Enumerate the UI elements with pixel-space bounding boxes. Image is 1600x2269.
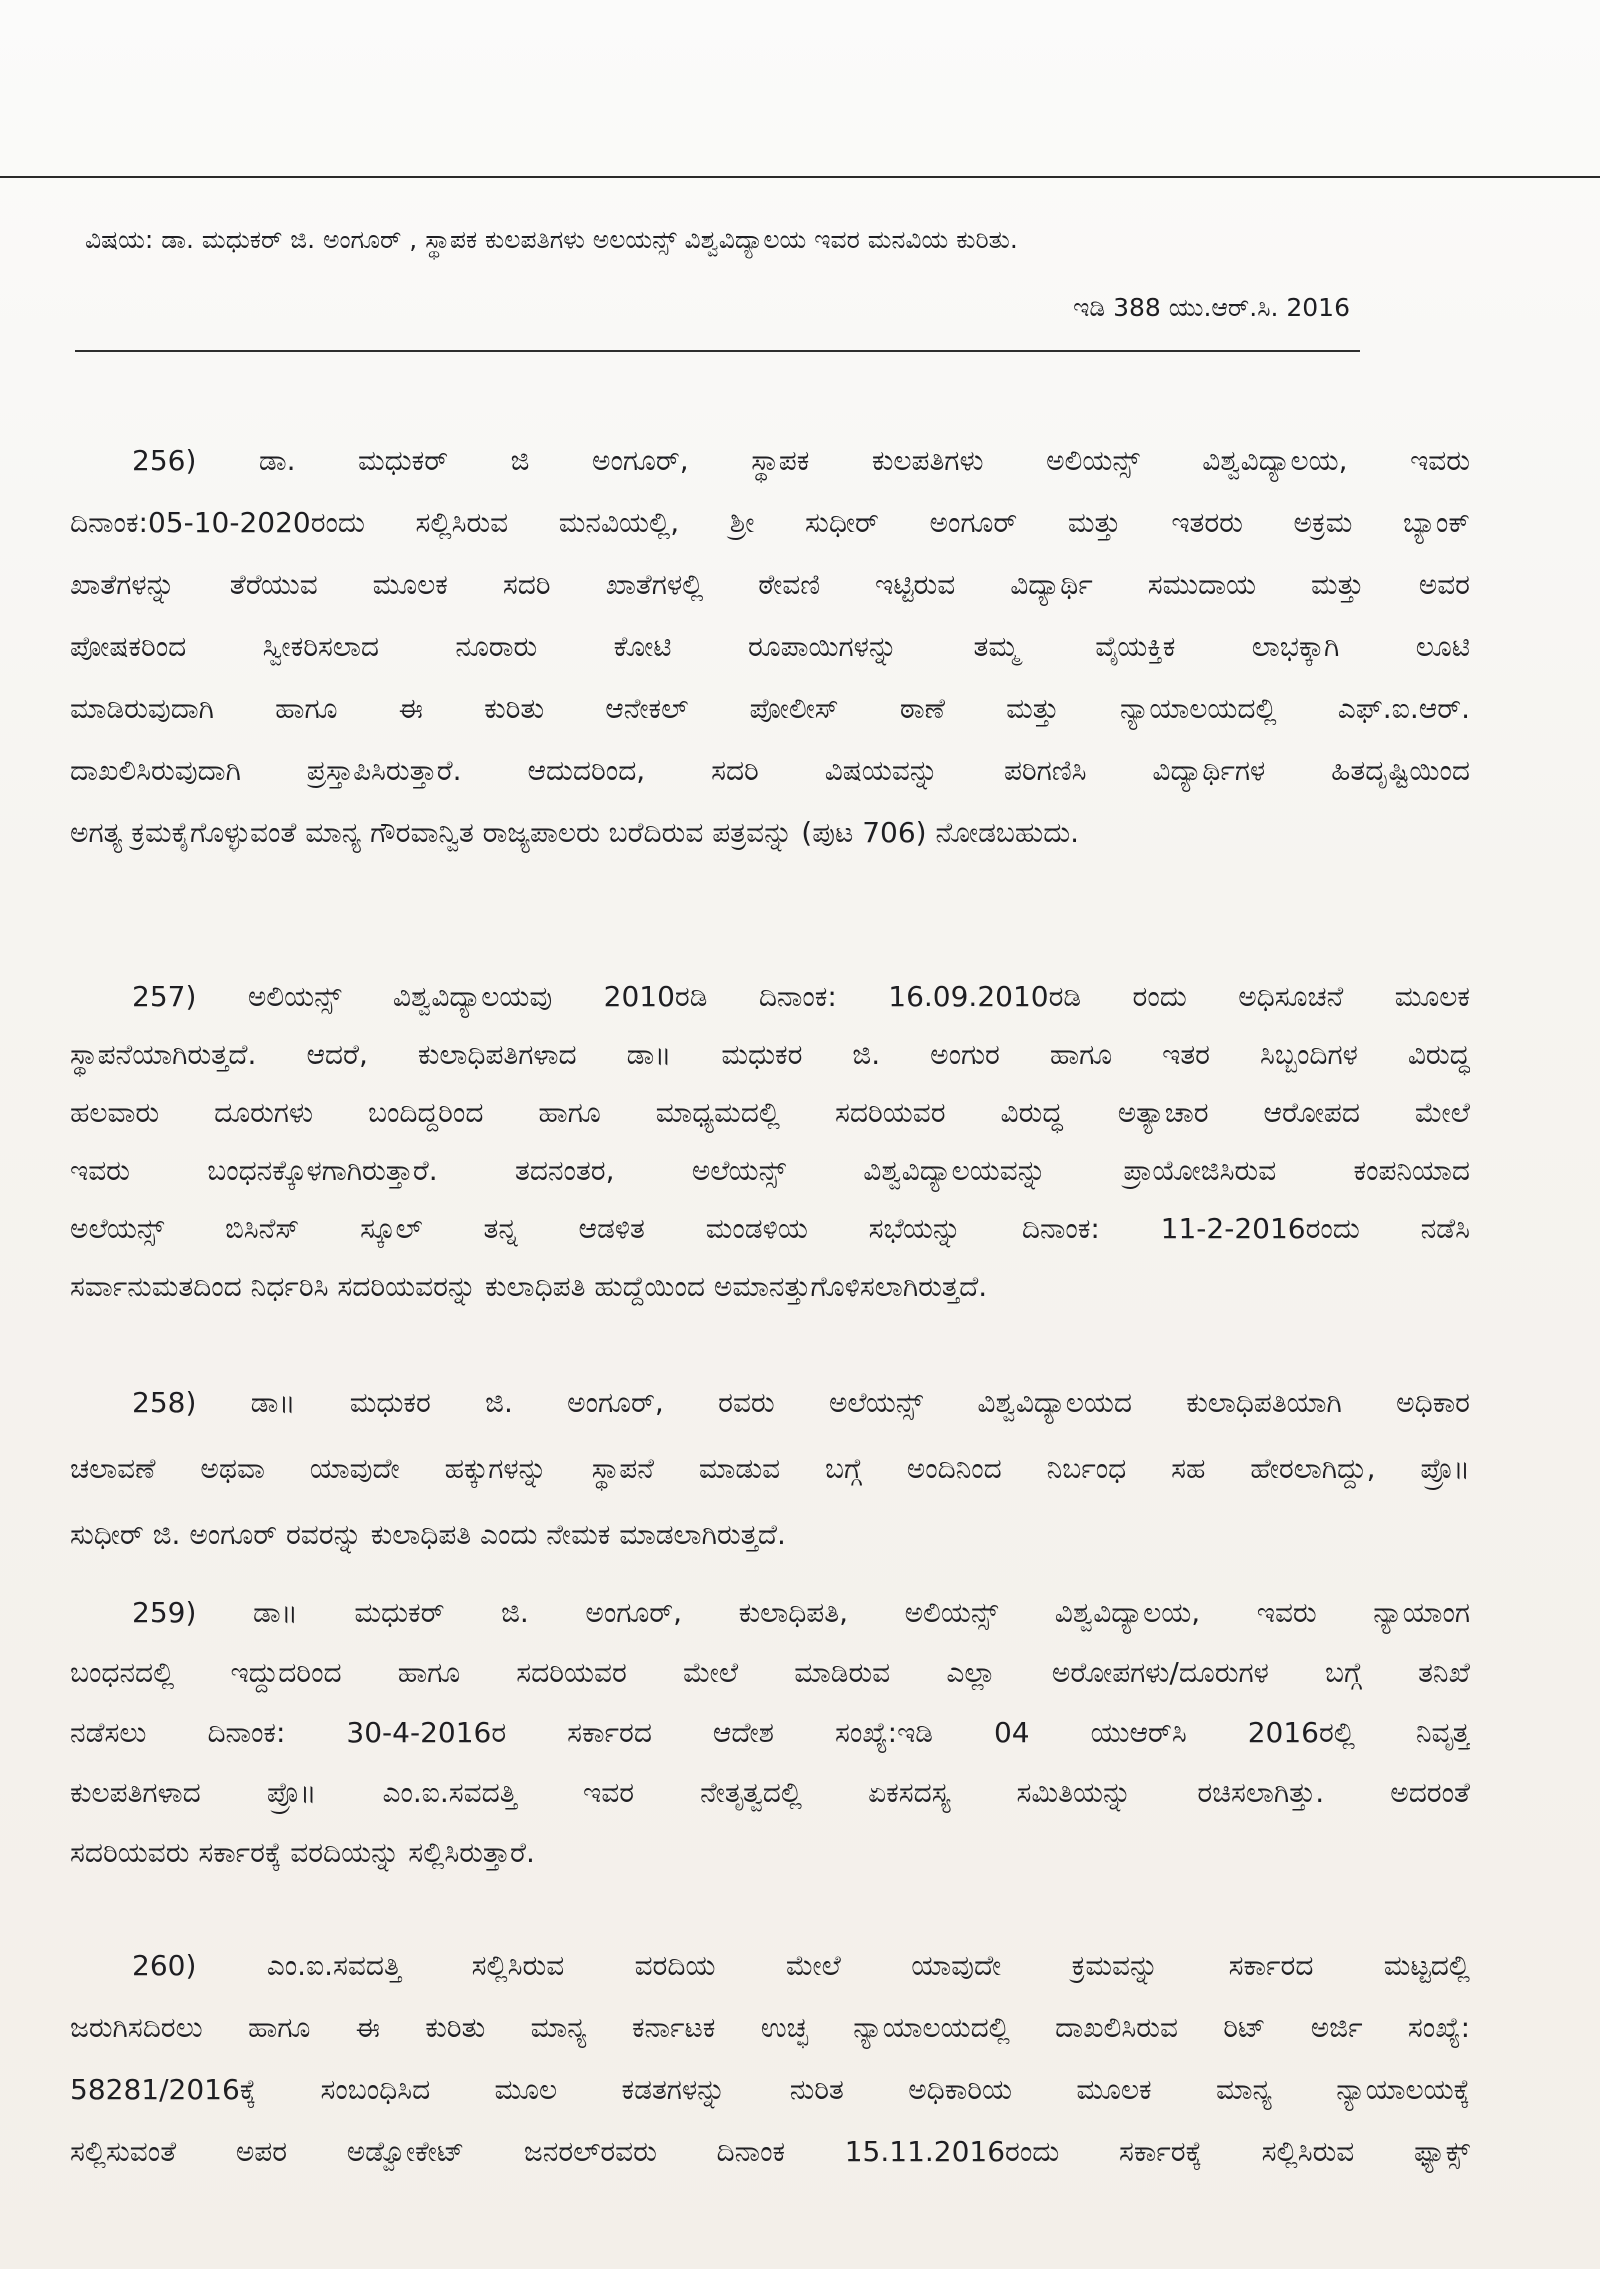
header-divider: [75, 350, 1360, 352]
paragraph-line: ಸುಧೀರ್ ಜಿ. ಅಂಗೂರ್ ರವರನ್ನು ಕುಲಾಧಿಪತಿ ಎಂದು ನೇಮಕ ಮಾಡಲಾಗಿರುತ್ತದೆ.: [70, 1518, 786, 1551]
paragraph-line: ಮಾಡಿರುವುದಾಗಿ ಹಾಗೂ ಈ ಕುರಿತು ಆನೇಕಲ್ ಪೋಲೀಸ್ ಠಾಣೆ ಮತ್ತು ನ್ಯಾಯಾಲಯದಲ್ಲಿ ಎಫ್.ಐ.ಆರ್.: [70, 692, 1470, 725]
reference-number: ಇಡಿ 388 ಯು.ಆರ್.ಸಿ. 2016: [1073, 293, 1350, 322]
paragraph-line: ಪೋಷಕರಿಂದ ಸ್ವೀಕರಿಸಲಾದ ನೂರಾರು ಕೋಟಿ ರೂಪಾಯಿಗಳನ್ನು ತಮ್ಮ ವೈಯಕ್ತಿಕ ಲಾಭಕ್ಕಾಗಿ ಲೂಟಿ: [70, 630, 1470, 663]
paragraph-line: ಸ್ಥಾಪನೆಯಾಗಿರುತ್ತದೆ. ಆದರೆ, ಕುಲಾಧಿಪತಿಗಳಾದ ಡಾ॥ ಮಧುಕರ ಜಿ. ಅಂಗುರ ಹಾಗೂ ಇತರ ಸಿಬ್ಬಂದಿಗಳ ವಿರುದ್ಧ: [70, 1038, 1470, 1071]
top-divider: [0, 176, 1600, 178]
paragraph-line: 58281/2016ಕ್ಕೆ ಸಂಬಂಧಿಸಿದ ಮೂಲ ಕಡತಗಳನ್ನು ನುರಿತ ಅಧಿಕಾರಿಯ ಮೂಲಕ ಮಾನ್ಯ ನ್ಯಾಯಾಲಯಕ್ಕೆ: [70, 2073, 1470, 2106]
paragraph-line: ಅಲೆಯನ್ಸ್ ಬಿಸಿನೆಸ್ ಸ್ಕೂಲ್ ತನ್ನ ಆಡಳಿತ ಮಂಡಳಿಯ ಸಭೆಯನ್ನು ದಿನಾಂಕ: 11-2-2016ರಂದು ನಡೆಸಿ: [70, 1212, 1470, 1245]
paragraph-257: [70, 968, 1470, 1316]
paragraph-line: ದಾಖಲಿಸಿರುವುದಾಗಿ ಪ್ರಸ್ತಾಪಿಸಿರುತ್ತಾರೆ. ಆದುದರಿಂದ, ಸದರಿ ವಿಷಯವನ್ನು ಪರಿಗಣಿಸಿ ವಿದ್ಯಾರ್ಥಿಗಳ ಹಿತದೃಷ್ಟಿಯಿಂದ: [70, 754, 1470, 787]
subject-line: ವಿಷಯ: ಡಾ. ಮಧುಕರ್ ಜಿ. ಅಂಗೂರ್ , ಸ್ಥಾಪಕ ಕುಲಪತಿಗಳು ಅಲಯನ್ಸ್ ವಿಶ್ವವಿದ್ಯಾಲಯ ಇವರ ಮನವಿಯ ಕುರಿತು.: [85, 225, 1018, 254]
paragraph-line: ಜರುಗಿಸದಿರಲು ಹಾಗೂ ಈ ಕುರಿತು ಮಾನ್ಯ ಕರ್ನಾಟಕ ಉಚ್ಛ ನ್ಯಾಯಾಲಯದಲ್ಲಿ ದಾಖಲಿಸಿರುವ ರಿಟ್ ಅರ್ಜಿ ಸಂಖ್ಯೆ:: [70, 2011, 1470, 2044]
paragraph-line: 260) ಎಂ.ಐ.ಸವದತ್ತಿ ಸಲ್ಲಿಸಿರುವ ವರದಿಯ ಮೇಲೆ ಯಾವುದೇ ಕ್ರಮವನ್ನು ಸರ್ಕಾರದ ಮಟ್ಟದಲ್ಲಿ: [132, 1949, 1470, 1982]
paragraph-256: [70, 430, 1470, 864]
paragraph-line: ಹಲವಾರು ದೂರುಗಳು ಬಂದಿದ್ದರಿಂದ ಹಾಗೂ ಮಾಧ್ಯಮದಲ್ಲಿ ಸದರಿಯವರ ವಿರುದ್ಧ ಅತ್ಯಾಚಾರ ಆರೋಪದ ಮೇಲೆ: [70, 1096, 1470, 1129]
paragraph-line: ಕುಲಪತಿಗಳಾದ ಪ್ರೊ॥ ಎಂ.ಐ.ಸವದತ್ತಿ ಇವರ ನೇತೃತ್ವದಲ್ಲಿ ಏಕಸದಸ್ಯ ಸಮಿತಿಯನ್ನು ರಚಿಸಲಾಗಿತ್ತು. ಅದರಂತೆ: [70, 1776, 1470, 1809]
paragraph-line: 258) ಡಾ॥ ಮಧುಕರ ಜಿ. ಅಂಗೂರ್, ರವರು ಅಲೆಯನ್ಸ್ ವಿಶ್ವವಿದ್ಯಾಲಯದ ಕುಲಾಧಿಪತಿಯಾಗಿ ಅಧಿಕಾರ: [132, 1386, 1470, 1419]
paragraph-259: [70, 1583, 1470, 1883]
paragraph-line: ಚಲಾವಣೆ ಅಥವಾ ಯಾವುದೇ ಹಕ್ಕುಗಳನ್ನು ಸ್ಥಾಪನೆ ಮಾಡುವ ಬಗ್ಗೆ ಅಂದಿನಿಂದ ನಿರ್ಬಂಧ ಸಹ ಹೇರಲಾಗಿದ್ದು, ಪ್ರೊ॥: [70, 1452, 1470, 1485]
paragraph-line: ಇವರು ಬಂಧನಕ್ಕೊಳಗಾಗಿರುತ್ತಾರೆ. ತದನಂತರ, ಅಲೆಯನ್ಸ್ ವಿಶ್ವವಿದ್ಯಾಲಯವನ್ನು ಪ್ರಾಯೋಜಿಸಿರುವ ಕಂಪನಿಯಾದ: [70, 1154, 1470, 1187]
paragraph-line: ಬಂಧನದಲ್ಲಿ ಇದ್ದುದರಿಂದ ಹಾಗೂ ಸದರಿಯವರ ಮೇಲೆ ಮಾಡಿರುವ ಎಲ್ಲಾ ಅರೋಪಗಳು/ದೂರುಗಳ ಬಗ್ಗೆ ತನಿಖೆ: [70, 1656, 1470, 1689]
paragraph-line: ಸರ್ವಾನುಮತದಿಂದ ನಿರ್ಧರಿಸಿ ಸದರಿಯವರನ್ನು ಕುಲಾಧಿಪತಿ ಹುದ್ದೆಯಿಂದ ಅಮಾನತ್ತುಗೊಳಿಸಲಾಗಿರುತ್ತದೆ.: [70, 1270, 988, 1303]
paragraph-line: 259) ಡಾ॥ ಮಧುಕರ್ ಜಿ. ಅಂಗೂರ್, ಕುಲಾಧಿಪತಿ, ಅಲಿಯನ್ಸ್ ವಿಶ್ವವಿದ್ಯಾಲಯ, ಇವರು ನ್ಯಾಯಾಂಗ: [132, 1596, 1470, 1629]
paragraph-line: ಸಲ್ಲಿಸುವಂತೆ ಅಪರ ಅಡ್ವೋಕೇಟ್ ಜನರಲ್‌ರವರು ದಿನಾಂಕ 15.11.2016ರಂದು ಸರ್ಕಾರಕ್ಕೆ ಸಲ್ಲಿಸಿರುವ ಫ್ಯಾಕ್ಸ್: [70, 2135, 1470, 2168]
paragraph-line: ನಡೆಸಲು ದಿನಾಂಕ: 30-4-2016ರ ಸರ್ಕಾರದ ಆದೇಶ ಸಂಖ್ಯೆ:ಇಡಿ 04 ಯುಆರ್‌ಸಿ 2016ರಲ್ಲಿ ನಿವೃತ್ತ: [70, 1716, 1470, 1749]
paragraph-line: ಸದರಿಯವರು ಸರ್ಕಾರಕ್ಕೆ ವರದಿಯನ್ನು ಸಲ್ಲಿಸಿರುತ್ತಾರೆ.: [70, 1836, 535, 1869]
paragraph-line: 257) ಅಲಿಯನ್ಸ್ ವಿಶ್ವವಿದ್ಯಾಲಯವು 2010ರಡಿ ದಿನಾಂಕ: 16.09.2010ರಡಿ ರಂದು ಅಧಿಸೂಚನೆ ಮೂಲಕ: [132, 980, 1470, 1013]
paragraph-line: 256) ಡಾ. ಮಧುಕರ್ ಜಿ ಅಂಗೂರ್, ಸ್ಥಾಪಕ ಕುಲಪತಿಗಳು ಅಲಿಯನ್ಸ್ ವಿಶ್ವವಿದ್ಯಾಲಯ, ಇವರು: [132, 444, 1470, 477]
paragraph-line: ಖಾತೆಗಳನ್ನು ತೆರೆಯುವ ಮೂಲಕ ಸದರಿ ಖಾತೆಗಳಲ್ಲಿ ಠೇವಣಿ ಇಟ್ಟಿರುವ ವಿದ್ಯಾರ್ಥಿ ಸಮುದಾಯ ಮತ್ತು ಅವರ: [70, 568, 1470, 601]
paragraph-258: [70, 1370, 1470, 1568]
paragraph-line: ದಿನಾಂಕ:05-10-2020ರಂದು ಸಲ್ಲಿಸಿರುವ ಮನವಿಯಲ್ಲಿ, ಶ್ರೀ ಸುಧೀರ್ ಅಂಗೂರ್ ಮತ್ತು ಇತರರು ಅಕ್ರಮ ಬ್ಯಾಂಕ್: [70, 506, 1470, 539]
paragraph-line: ಅಗತ್ಯ ಕ್ರಮಕೈಗೊಳ್ಳುವಂತೆ ಮಾನ್ಯ ಗೌರವಾನ್ವಿತ ರಾಜ್ಯಪಾಲರು ಬರೆದಿರುವ ಪತ್ರವನ್ನು (ಪುಟ 706) ನೋಡಬಹುದು.: [70, 816, 1080, 849]
paragraph-260: [70, 1935, 1470, 2183]
